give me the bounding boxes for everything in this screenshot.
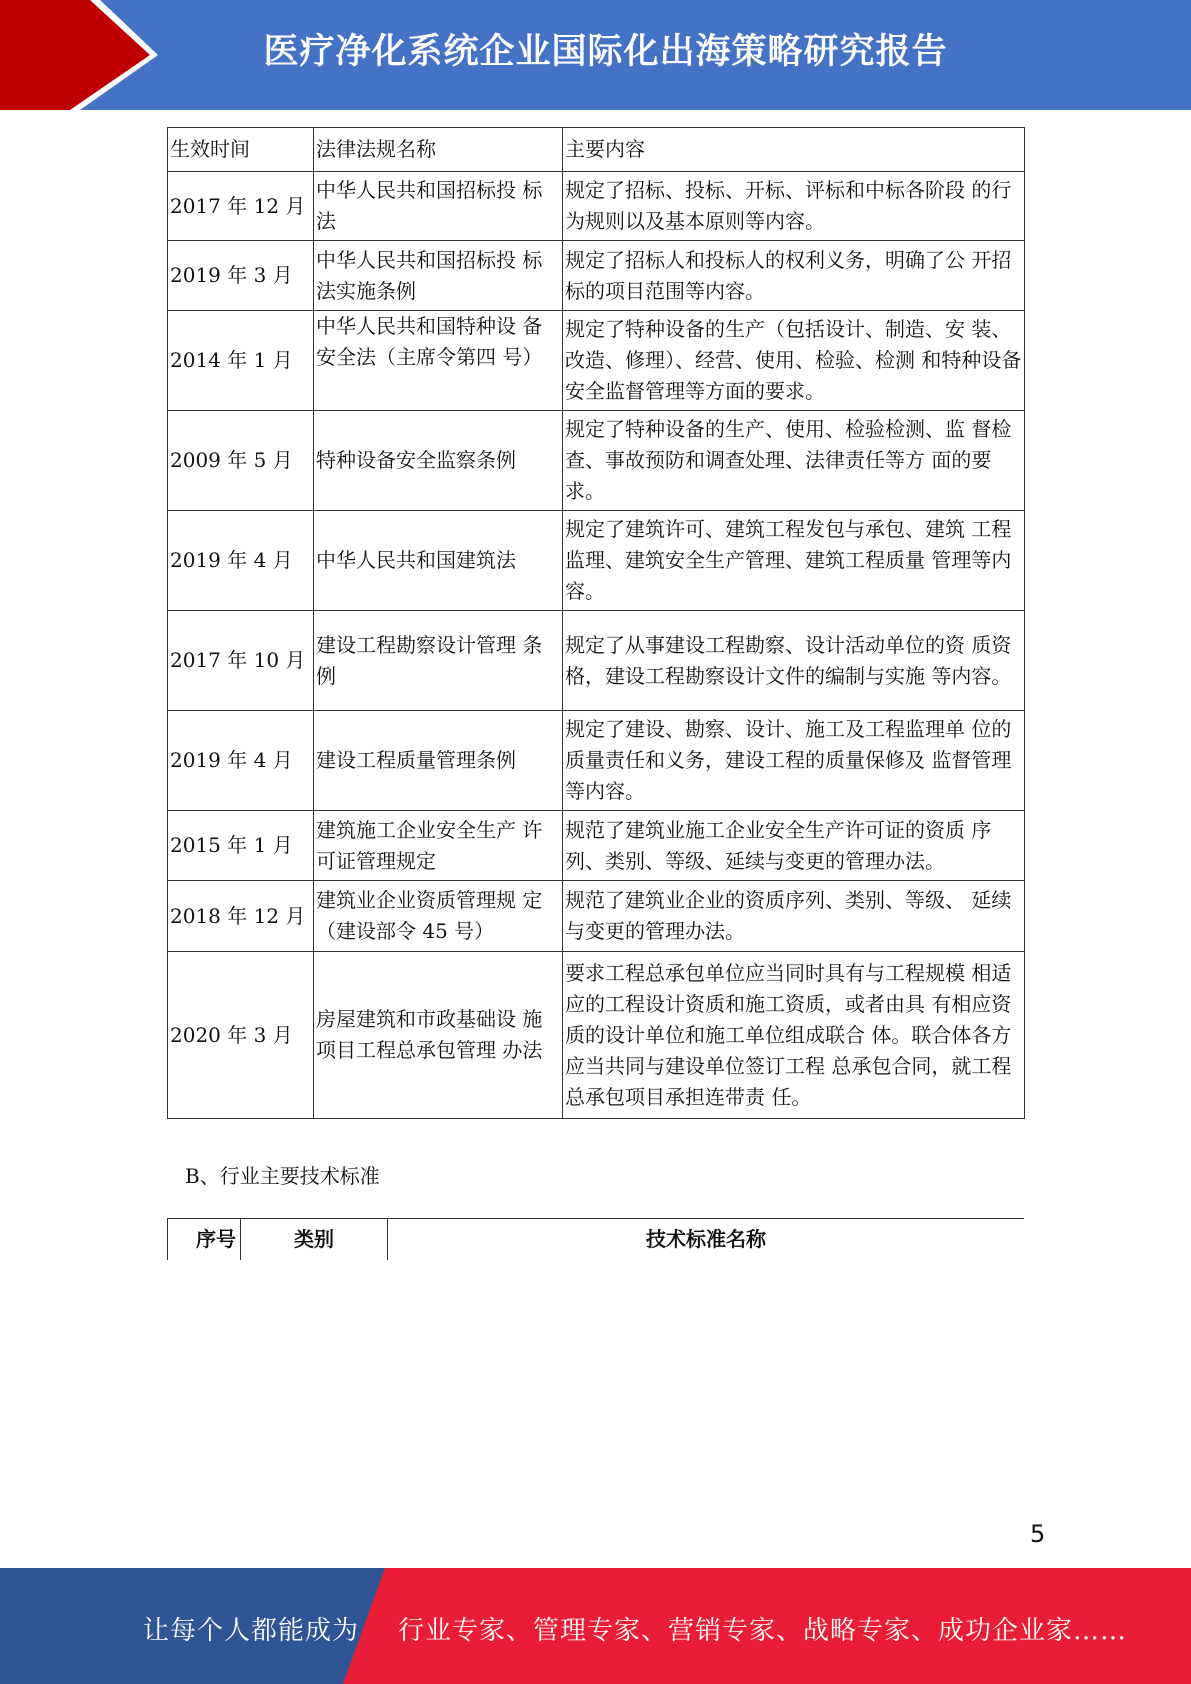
date-cell: 2019 年 4 月 xyxy=(168,711,314,811)
table-row xyxy=(168,811,1025,881)
date-cell: 2017 年 10 月 xyxy=(168,611,314,711)
content-cell: 规定了特种设备的生产、使用、检验检测、监 督检查、事故预防和调查处理、法律责任等方 面的要求。 xyxy=(563,411,1025,511)
tech-table-header-row xyxy=(168,1219,1025,1261)
table-row xyxy=(168,241,1025,311)
section-b-caption: B、行业主要技术标准 xyxy=(185,1164,380,1188)
table-row xyxy=(168,711,1025,811)
date-cell: 2019 年 4 月 xyxy=(168,511,314,611)
table-row xyxy=(168,952,1025,1119)
tech-standard-table xyxy=(167,1218,1024,1260)
content-cell: 规范了建筑业施工企业安全生产许可证的资质 序列、类别、等级、延续与变更的管理办法。 xyxy=(563,811,1025,881)
header-cell-content: 主要内容 xyxy=(563,128,1025,172)
law-name-cell: 中华人民共和国招标投 标法实施条例 xyxy=(314,241,563,311)
table-row xyxy=(168,511,1025,611)
header-cell-category: 类别 xyxy=(241,1219,388,1261)
table-row xyxy=(168,411,1025,511)
table-row xyxy=(168,172,1025,241)
header-cell-date: 生效时间 xyxy=(168,128,314,172)
law-name-cell: 中华人民共和国特种设 备安全法（主席令第四 号） xyxy=(314,311,563,411)
law-name-cell: 建筑业企业资质管理规 定（建设部令 45 号） xyxy=(314,881,563,952)
date-cell: 2019 年 3 月 xyxy=(168,241,314,311)
header-cell-name: 法律法规名称 xyxy=(314,128,563,172)
content-cell: 要求工程总承包单位应当同时具有与工程规模 相适应的工程设计资质和施工资质，或者由具 有相应资质的设计单位和施工单位组成联合 体。联合体各方应当共同与建设单位签订工程 总承包合同，就工程总承包项目承担连带责 任。 xyxy=(563,952,1025,1119)
table-row xyxy=(168,611,1025,711)
law-name-cell: 房屋建筑和市政基础设 施项目工程总承包管理 办法 xyxy=(314,952,563,1119)
law-name-cell: 建筑施工企业安全生产 许可证管理规定 xyxy=(314,811,563,881)
law-name-cell: 中华人民共和国招标投 标法 xyxy=(314,172,563,241)
date-cell: 2009 年 5 月 xyxy=(168,411,314,511)
date-cell: 2020 年 3 月 xyxy=(168,952,314,1119)
content-cell: 规定了建设、勘察、设计、施工及工程监理单 位的质量责任和义务，建设工程的质量保修及 监督管理等内容。 xyxy=(563,711,1025,811)
content-cell: 规定了从事建设工程勘察、设计活动单位的资 质资格，建设工程勘察设计文件的编制与实施 等内容。 xyxy=(563,611,1025,711)
content-cell: 规定了建筑许可、建筑工程发包与承包、建筑 工程监理、建筑安全生产管理、建筑工程质量 管理等内容。 xyxy=(563,511,1025,611)
law-name-cell: 建设工程质量管理条例 xyxy=(314,711,563,811)
content-cell: 规定了招标、投标、开标、评标和中标各阶段 的行为规则以及基本原则等内容。 xyxy=(563,172,1025,241)
header-cell-seq: 序号 xyxy=(168,1219,241,1261)
header-cell-standard-name: 技术标准名称 xyxy=(388,1219,1025,1261)
date-cell: 2017 年 12 月 xyxy=(168,172,314,241)
footer-slogan-left: 让每个人都能成为 xyxy=(143,1616,360,1646)
law-name-cell: 中华人民共和国建筑法 xyxy=(314,511,563,611)
page-number: 5 xyxy=(1030,1520,1046,1548)
table-row xyxy=(168,881,1025,952)
tech-standard-table-wrapper xyxy=(167,1218,1024,1260)
footer-slogan-right: 行业专家、管理专家、营销专家、战略专家、成功企业家…… xyxy=(398,1616,1128,1646)
law-name-cell: 建设工程勘察设计管理 条例 xyxy=(314,611,563,711)
law-name-cell: 特种设备安全监察条例 xyxy=(314,411,563,511)
content-cell: 规定了特种设备的生产（包括设计、制造、安 装、改造、修理）、经营、使用、检验、检测 和特种设备安全监督管理等方面的要求。 xyxy=(563,311,1025,411)
date-cell: 2018 年 12 月 xyxy=(168,881,314,952)
law-regulation-table xyxy=(167,127,1025,1119)
page-header xyxy=(0,0,1191,110)
content-cell: 规定了招标人和投标人的权利义务，明确了公 开招标的项目范围等内容。 xyxy=(563,241,1025,311)
content-cell: 规范了建筑业企业的资质序列、类别、等级、 延续与变更的管理办法。 xyxy=(563,881,1025,952)
date-cell: 2014 年 1 月 xyxy=(168,311,314,411)
table-header-row xyxy=(168,128,1025,172)
table-row xyxy=(168,311,1025,411)
date-cell: 2015 年 1 月 xyxy=(168,811,314,881)
report-title: 医疗净化系统企业国际化出海策略研究报告 xyxy=(263,32,948,72)
